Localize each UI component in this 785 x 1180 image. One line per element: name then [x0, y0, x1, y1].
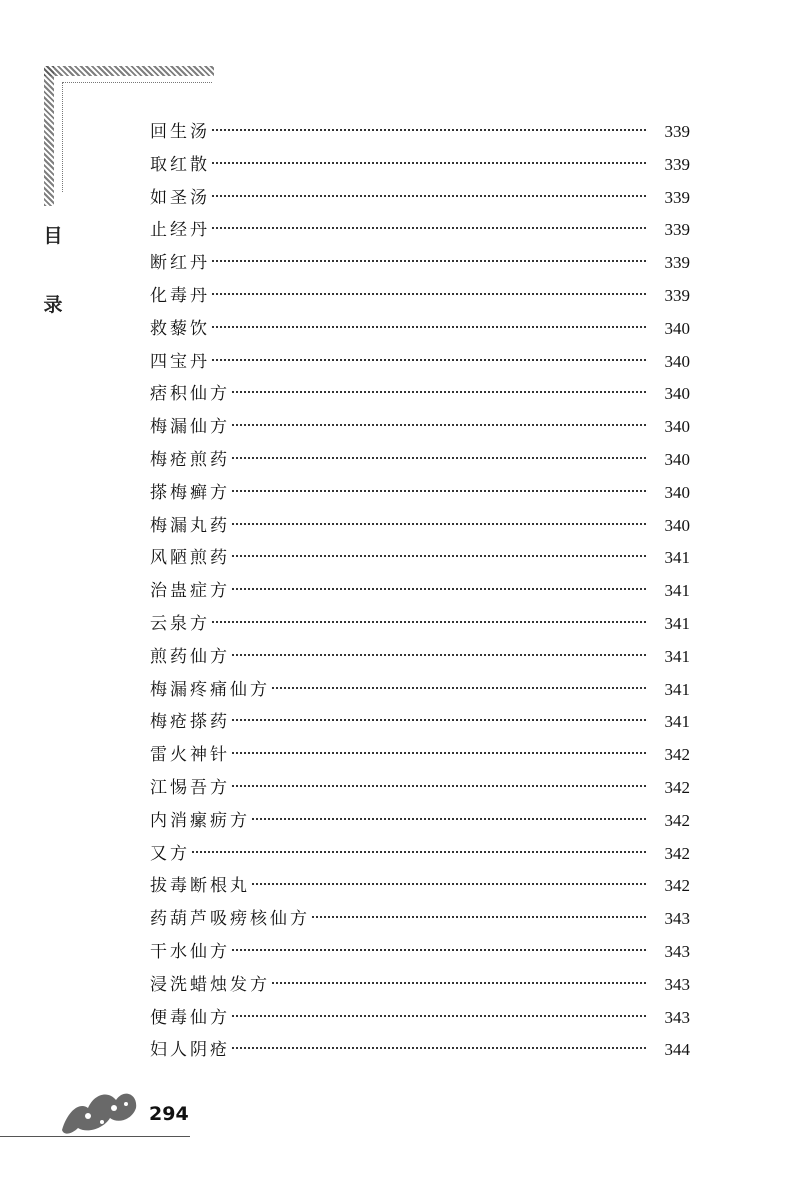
- toc-entry-page: 342: [664, 843, 690, 863]
- toc-entry: [150, 444, 690, 477]
- toc-dot-leader: [212, 293, 646, 295]
- toc-entry: [150, 477, 690, 510]
- toc-entry-title: 化毒丹: [150, 285, 210, 306]
- toc-entry-page: 341: [664, 646, 690, 666]
- toc-entry-title: 又方: [150, 843, 190, 864]
- toc-dot-leader: [212, 195, 646, 197]
- toc-dot-leader: [232, 555, 646, 557]
- toc-entry: [150, 608, 690, 641]
- toc-dot-leader: [212, 129, 646, 131]
- toc-entry-title: 梅疮煎药: [150, 449, 230, 470]
- toc-entry-page: 343: [664, 909, 690, 929]
- toc-dot-leader: [272, 982, 646, 984]
- toc-entry-page: 340: [664, 515, 690, 535]
- footer-rule: [0, 1136, 190, 1137]
- toc-entry: [150, 378, 690, 411]
- toc-entry: [150, 116, 690, 149]
- toc-dot-leader: [212, 162, 646, 164]
- corner-ornament-top: [44, 66, 214, 76]
- toc-entry-page: 339: [664, 154, 690, 174]
- toc-entry-title: 搽梅癣方: [150, 482, 230, 503]
- toc-dot-leader: [232, 391, 646, 393]
- toc-entry: [150, 674, 690, 707]
- toc-entry-page: 343: [664, 1007, 690, 1027]
- toc-entry: [150, 313, 690, 346]
- toc-dot-leader: [232, 752, 646, 754]
- side-label-mu: 目: [43, 225, 63, 247]
- toc-entry-page: 341: [664, 679, 690, 699]
- toc-entry-page: 343: [664, 974, 690, 994]
- toc-entry-title: 药葫芦吸痨核仙方: [150, 909, 310, 930]
- toc-entry: [150, 542, 690, 575]
- toc-entry-title: 治蛊症方: [150, 581, 230, 602]
- toc-entry-title: 回生汤: [150, 122, 210, 142]
- toc-entry-title: 如圣汤: [150, 187, 210, 208]
- toc-entry-title: 内消瘰疬方: [150, 810, 250, 831]
- toc-entry-page: 340: [664, 449, 690, 469]
- toc-entry-page: 340: [664, 482, 690, 502]
- toc-entry: [150, 772, 690, 805]
- toc-entry-title: 止经丹: [150, 220, 210, 241]
- toc-entry: [150, 510, 690, 543]
- toc-entry: [150, 346, 690, 379]
- toc-entry: [150, 214, 690, 247]
- toc-entry-title: 取红散: [150, 154, 210, 175]
- toc-dot-leader: [232, 457, 646, 459]
- toc-entry-page: 342: [664, 876, 690, 896]
- toc-entry-page: 339: [664, 285, 690, 305]
- toc-entry-page: 341: [664, 548, 690, 568]
- toc-entry: [150, 936, 690, 969]
- toc-dot-leader: [232, 1047, 646, 1049]
- toc-entry: [150, 1034, 690, 1067]
- table-of-contents: [150, 116, 690, 1067]
- toc-entry-page: 343: [664, 941, 690, 961]
- toc-entry-title: 梅漏疼痛仙方: [150, 679, 270, 700]
- toc-entry-title: 断红丹: [150, 253, 210, 274]
- toc-dot-leader: [212, 260, 646, 262]
- toc-entry: [150, 280, 690, 313]
- toc-dot-leader: [252, 818, 646, 820]
- toc-entry-title: 四宝丹: [150, 351, 210, 372]
- toc-dot-leader: [212, 359, 646, 361]
- corner-ornament-left: [44, 66, 54, 206]
- toc-entry-page: 342: [664, 810, 690, 830]
- toc-dot-leader: [272, 687, 646, 689]
- toc-entry-title: 梅漏仙方: [150, 417, 230, 438]
- toc-dot-leader: [232, 654, 646, 656]
- toc-entry-title: 梅漏丸药: [150, 515, 230, 536]
- toc-dot-leader: [232, 1015, 646, 1017]
- toc-entry: [150, 182, 690, 215]
- toc-entry: [150, 903, 690, 936]
- toc-dot-leader: [232, 523, 646, 525]
- toc-entry-title: 雷火神针: [150, 745, 230, 766]
- toc-entry-title: 便毒仙方: [150, 1007, 230, 1028]
- toc-entry-title: 江惕吾方: [150, 777, 230, 798]
- toc-entry: [150, 706, 690, 739]
- toc-dot-leader: [232, 490, 646, 492]
- toc-entry-title: 干水仙方: [150, 941, 230, 962]
- toc-entry-page: 340: [664, 417, 690, 437]
- toc-entry-title: 梅疮搽药: [150, 712, 230, 733]
- toc-entry: [150, 149, 690, 182]
- toc-entry: [150, 575, 690, 608]
- corner-ornament-inner-line-vertical: [62, 82, 64, 192]
- toc-entry: [150, 247, 690, 280]
- toc-entry: [150, 411, 690, 444]
- toc-entry-page: 344: [664, 1040, 690, 1060]
- toc-entry-title: 救藜饮: [150, 318, 210, 339]
- toc-dot-leader: [232, 785, 646, 787]
- toc-entry: [150, 641, 690, 674]
- page-number: 294: [149, 1103, 189, 1125]
- toc-entry-page: 340: [664, 384, 690, 404]
- toc-entry-page: 340: [664, 318, 690, 338]
- toc-dot-leader: [212, 621, 646, 623]
- toc-entry: [150, 739, 690, 772]
- toc-entry: [150, 969, 690, 1002]
- toc-entry-page: 339: [664, 122, 690, 141]
- toc-entry-page: 341: [664, 581, 690, 601]
- toc-entry-page: 339: [664, 253, 690, 273]
- dragon-ornament-icon: [58, 1080, 142, 1138]
- toc-entry: [150, 870, 690, 903]
- side-label-lu: 录: [43, 294, 63, 316]
- toc-dot-leader: [192, 851, 646, 853]
- toc-dot-leader: [252, 883, 646, 885]
- toc-entry-title: 痞积仙方: [150, 384, 230, 405]
- corner-ornament-inner-line: [62, 82, 212, 84]
- toc-entry: [150, 805, 690, 838]
- toc-entry-title: 风陋煎药: [150, 548, 230, 569]
- toc-dot-leader: [212, 326, 646, 328]
- toc-dot-leader: [312, 916, 646, 918]
- toc-dot-leader: [212, 227, 646, 229]
- toc-entry-page: 342: [664, 777, 690, 797]
- toc-dot-leader: [232, 949, 646, 951]
- toc-entry: [150, 838, 690, 871]
- toc-entry-page: 339: [664, 187, 690, 207]
- toc-dot-leader: [232, 424, 646, 426]
- toc-entry-title: 拔毒断根丸: [150, 876, 250, 897]
- toc-entry-page: 339: [664, 220, 690, 240]
- toc-entry-title: 云泉方: [150, 613, 210, 634]
- toc-entry-page: 340: [664, 351, 690, 371]
- toc-dot-leader: [232, 588, 646, 590]
- toc-entry-page: 341: [664, 613, 690, 633]
- toc-entry: [150, 1002, 690, 1035]
- toc-entry-title: 煎药仙方: [150, 646, 230, 667]
- toc-entry-page: 342: [664, 745, 690, 765]
- toc-entry-page: 341: [664, 712, 690, 732]
- toc-dot-leader: [232, 719, 646, 721]
- toc-entry-title: 浸洗蜡烛发方: [150, 974, 270, 995]
- toc-entry-title: 妇人阴疮: [150, 1040, 230, 1061]
